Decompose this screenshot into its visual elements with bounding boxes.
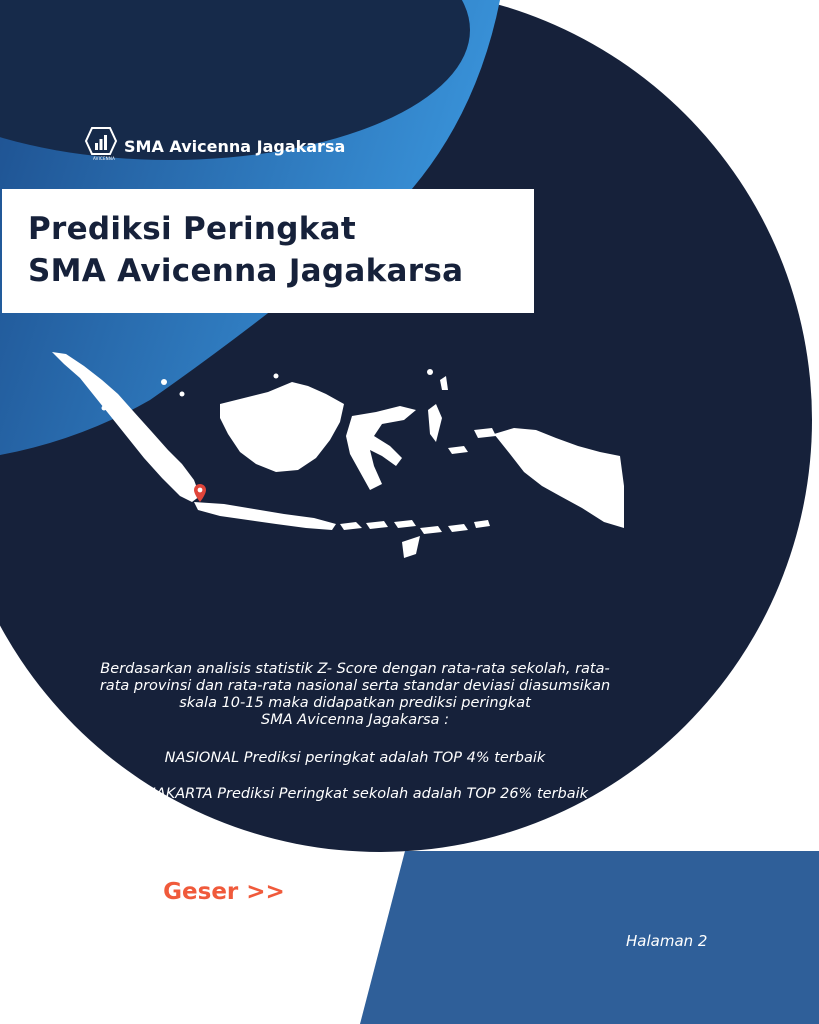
location-pin-icon [194, 484, 206, 502]
page-number: Halaman 2 [626, 932, 708, 950]
swipe-next-button[interactable]: Geser >> [124, 866, 324, 918]
title-card [2, 189, 534, 313]
paragraph-line: Berdasarkan analisis statistik Z- Score dengan rata-rata sekolah, rata- [100, 661, 610, 677]
indonesia-map [44, 346, 634, 566]
brand-header [84, 126, 345, 166]
paragraph-line: skala 10-15 maka didapatkan prediksi peringkat [179, 695, 531, 711]
blue-parallelogram [360, 851, 819, 1024]
analysis-paragraph [50, 661, 660, 729]
logo-subtext: AVICENNA [92, 156, 116, 161]
borneo-island [220, 382, 344, 472]
jakarta-ranking-text: DKI JAKARTA Prediksi Peringkat sekolah adalah TOP 26% terbaik [121, 786, 589, 802]
papua-island [494, 428, 624, 528]
brand-name: SMA Avicenna Jagakarsa [124, 136, 346, 156]
java-island [194, 502, 336, 530]
sulawesi-island [346, 406, 416, 490]
title-line-2: SMA Avicenna Jagakarsa [28, 253, 464, 289]
paragraph-line: rata provinsi dan rata-rata nasional serta standar deviasi diasumsikan [99, 678, 611, 694]
sumatra-island [52, 352, 200, 502]
avicenna-logo-icon [84, 126, 118, 166]
national-ranking-text: NASIONAL Prediksi peringkat adalah TOP 4% terbaik [164, 750, 546, 766]
paragraph-line: SMA Avicenna Jagakarsa : [261, 712, 449, 728]
title-line-1: Prediksi Peringkat [28, 211, 357, 247]
